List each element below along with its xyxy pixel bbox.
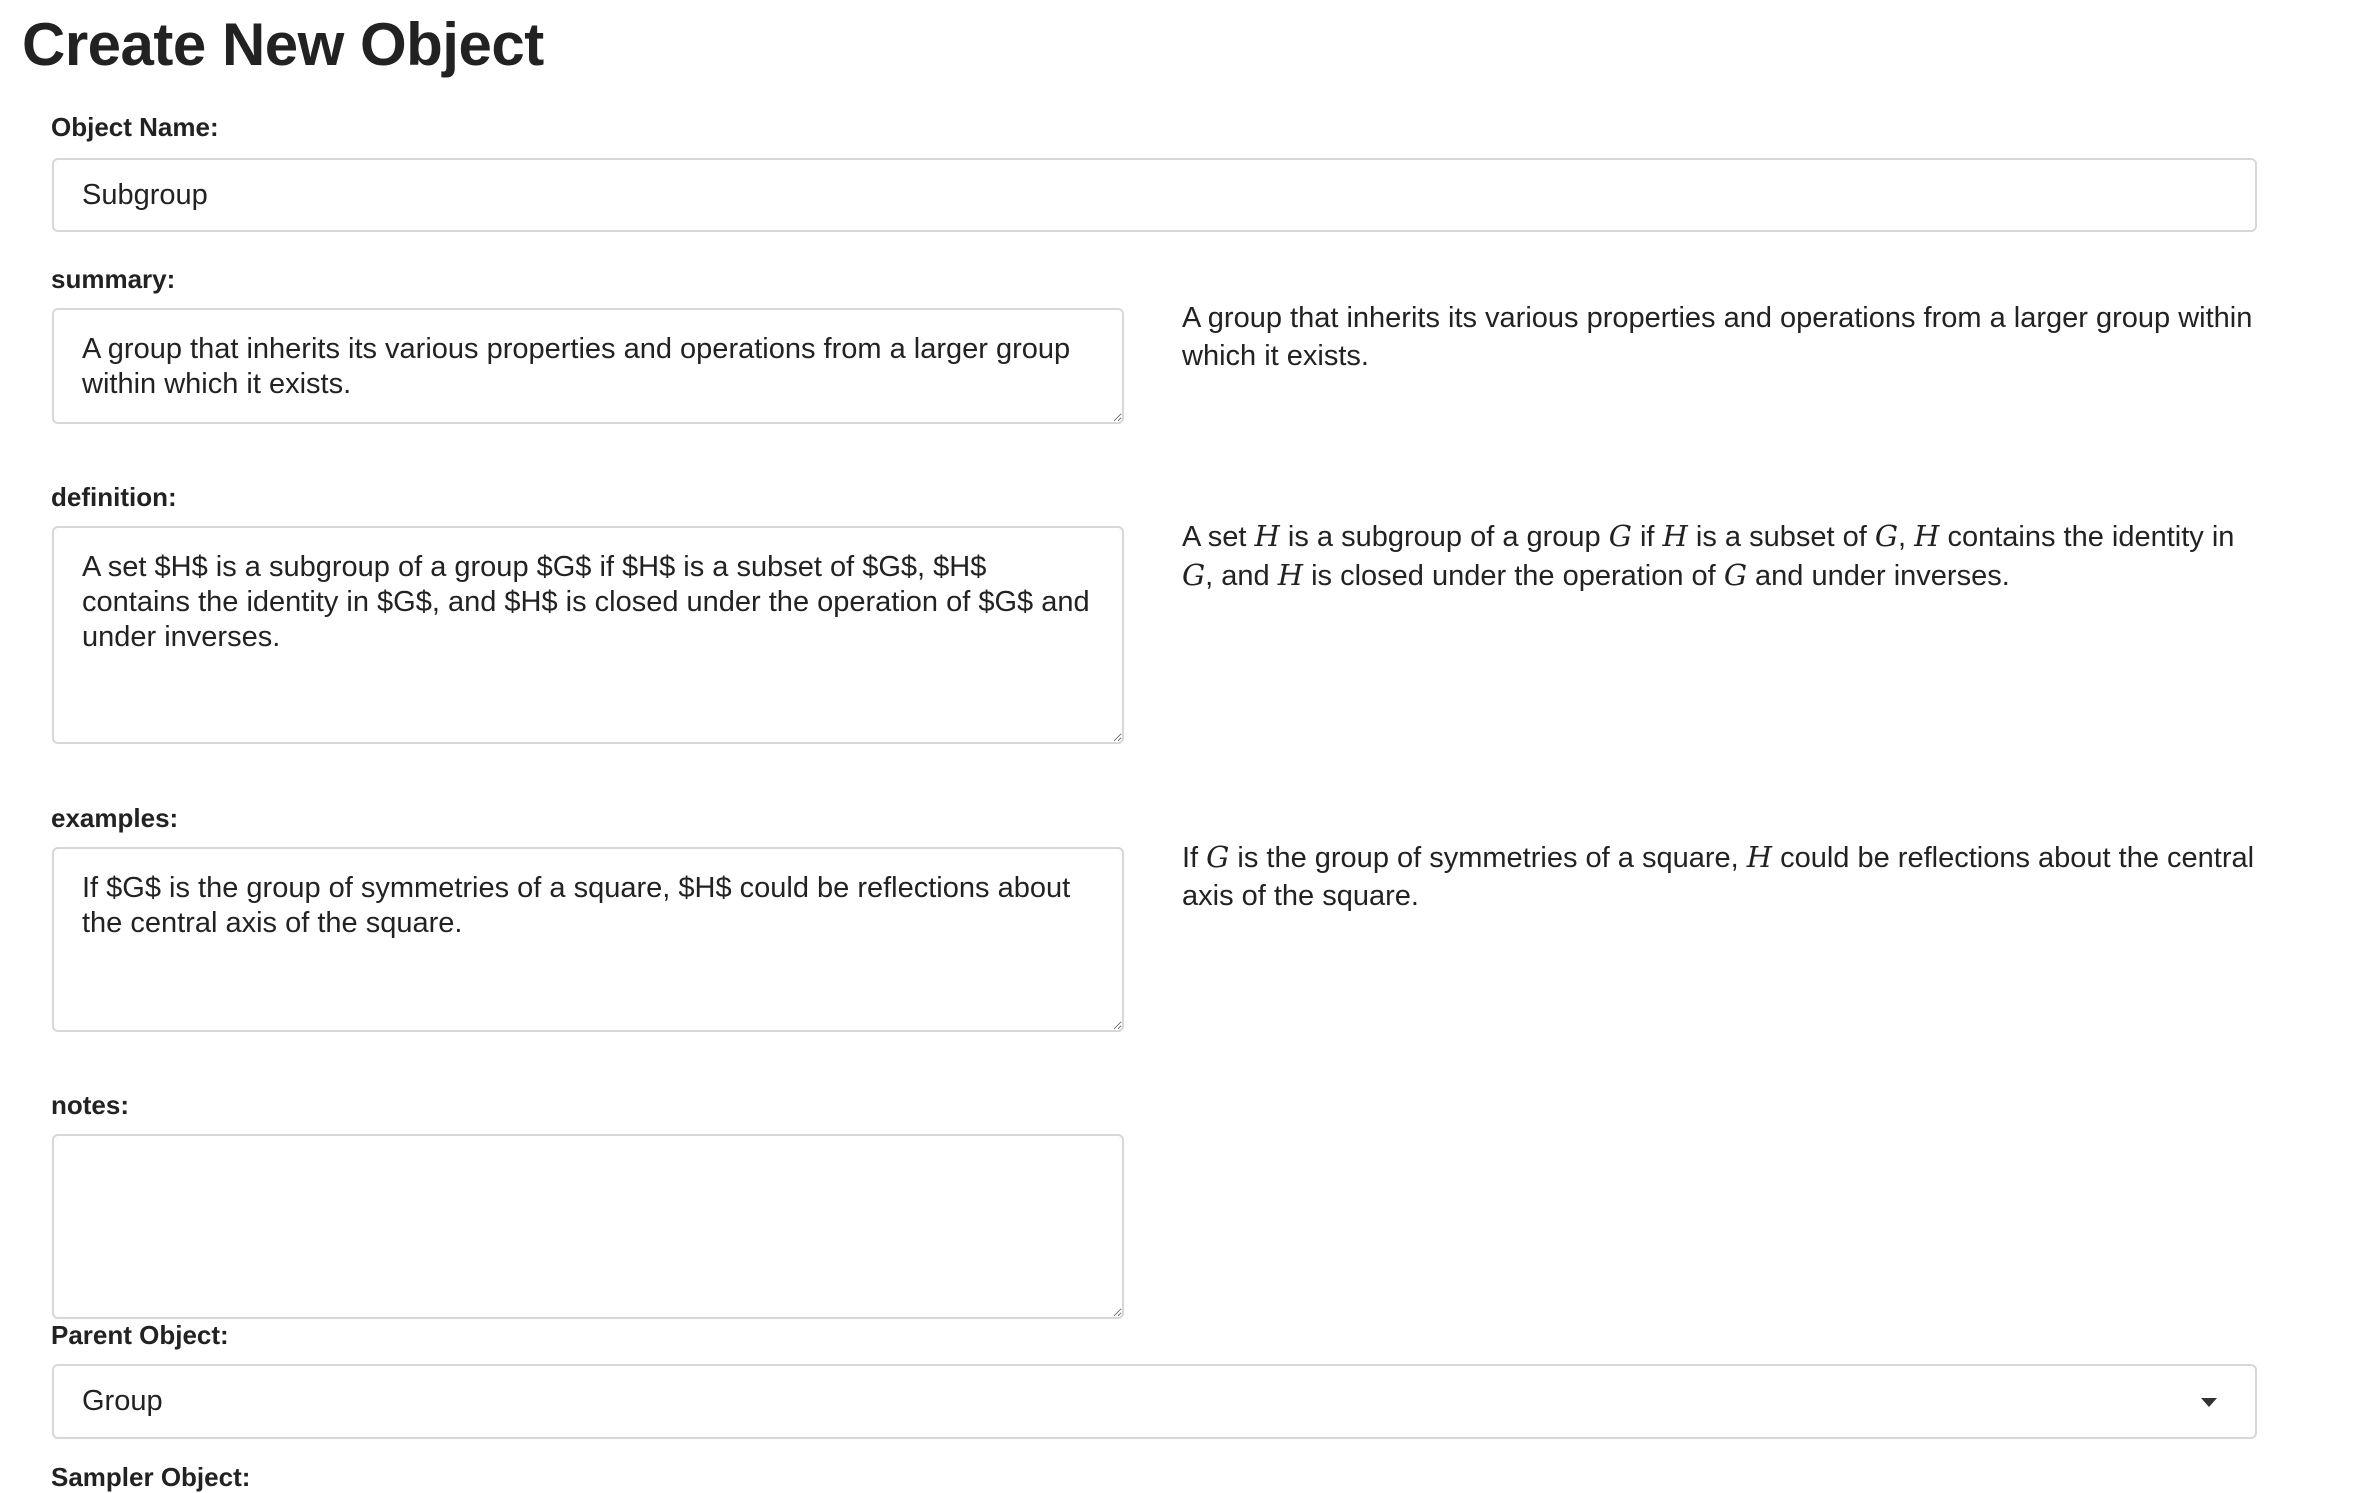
examples-label: examples: <box>51 803 179 833</box>
math-variable: H <box>1277 558 1304 592</box>
chevron-down-icon <box>2201 1398 2217 1407</box>
notes-label: notes: <box>51 1090 129 1120</box>
object-name-input[interactable] <box>52 158 2257 232</box>
math-variable: G <box>1608 519 1632 553</box>
math-variable: G <box>1182 558 1206 592</box>
math-variable: H <box>1746 840 1773 874</box>
summary-preview: A group that inherits its various properties and operations from a larger group within which it exists. <box>1182 302 2253 372</box>
examples-textarea[interactable] <box>52 847 1124 1032</box>
preview-text: If <box>1182 842 1207 874</box>
notes-textarea[interactable] <box>52 1134 1124 1319</box>
preview-text: is a subgroup of a group <box>1279 521 1609 553</box>
preview-text: A set <box>1182 521 1255 553</box>
math-variable: G <box>1723 558 1747 592</box>
definition-preview <box>1182 517 2262 595</box>
preview-text: could be reflections about the central axis of the square. <box>1182 842 2255 912</box>
parent-object-label: Parent Object: <box>51 1320 229 1350</box>
examples-preview <box>1182 838 2262 915</box>
summary-label: summary: <box>51 264 176 294</box>
page-title: Create New Object <box>22 11 544 78</box>
preview-text: is a subset of <box>1687 521 1875 553</box>
preview-text: and under inverses. <box>1746 560 2010 592</box>
preview-text: is closed under the operation of <box>1303 560 1724 592</box>
preview-text: if <box>1631 521 1663 553</box>
object-name-label: Object Name: <box>51 112 219 142</box>
math-variable: G <box>1874 519 1898 553</box>
sampler-object-label: Sampler Object: <box>51 1462 251 1492</box>
preview-text: contains the identity in <box>1939 521 2235 553</box>
definition-textarea[interactable] <box>52 526 1124 744</box>
parent-object-select[interactable] <box>52 1364 2257 1439</box>
preview-text: , and <box>1205 560 1278 592</box>
math-variable: H <box>1914 519 1940 553</box>
math-variable: H <box>1254 519 1280 553</box>
math-variable: H <box>1662 519 1688 553</box>
summary-textarea[interactable] <box>52 308 1124 424</box>
definition-label: definition: <box>51 482 177 512</box>
math-variable: G <box>1206 840 1230 874</box>
preview-text: , <box>1898 521 1915 553</box>
preview-text: is the group of symmetries of a square, <box>1229 842 1747 874</box>
parent-object-selected-value: Group <box>82 1385 163 1417</box>
